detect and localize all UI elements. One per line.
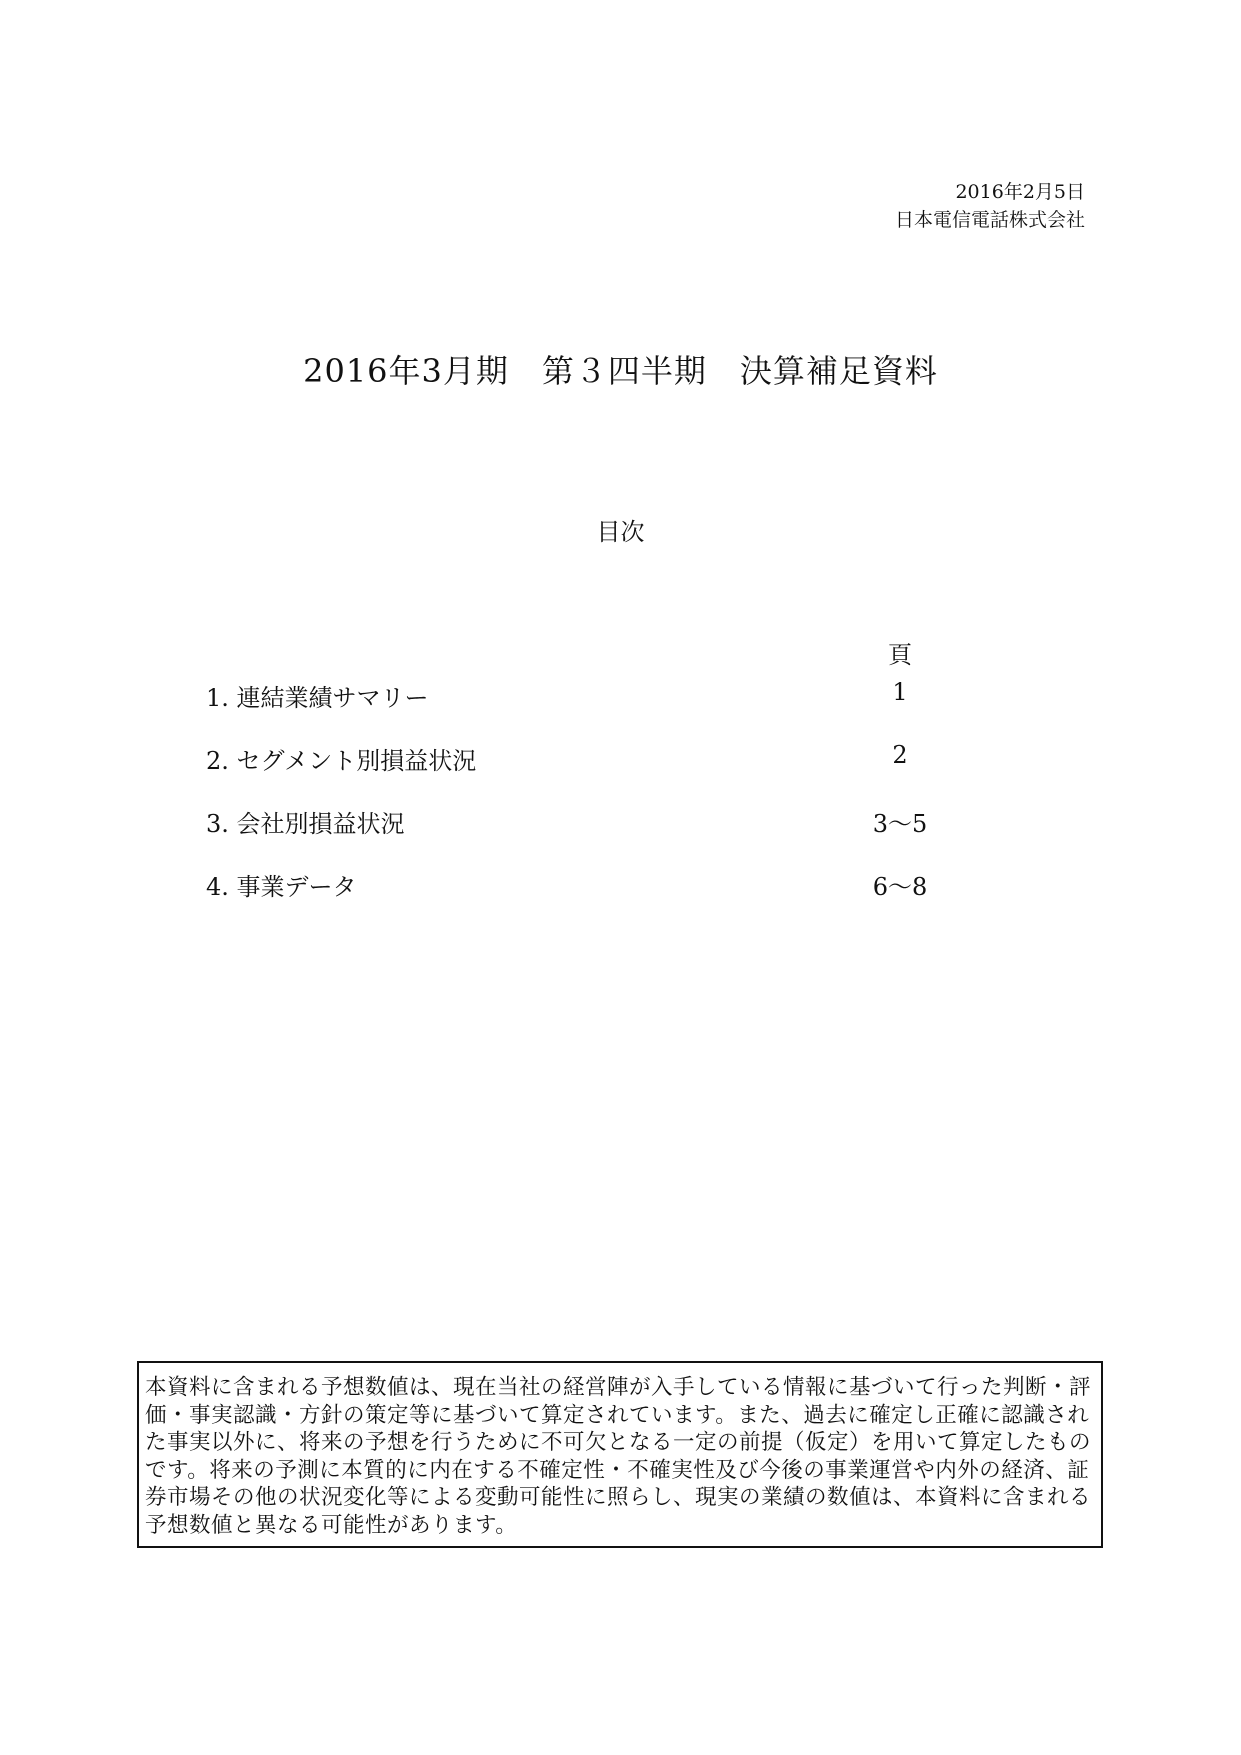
toc-item-2 — [206, 741, 966, 804]
toc-item-page: 3～5 — [872, 810, 928, 838]
toc-item-page: 2 — [892, 741, 908, 769]
toc-item-3 — [206, 804, 966, 867]
company-name: 日本電信電話株式会社 — [894, 209, 1085, 231]
toc-item-page: 6～8 — [872, 873, 928, 901]
toc-item-1 — [206, 678, 966, 741]
toc-item-label: 4. 事業データ — [206, 873, 357, 901]
disclaimer-text: 本資料に含まれる予想数値は、現在当社の経営陣が入手している情報に基づいて行った判断・評価・事実認識・方針の策定等に基づいて算定されています。また、過去に確定し正確に認識された事実以外に、将来の予想を行うために不可欠となる一定の前提（仮定）を用いて算定したものです。将来の予測に本質的に内在する不確定性・不確実性及び今後の事業運営や内外の経済、証券市場その他の状況変化等による変動可能性に照らし、現実の業績の数値は、本資料に含まれる予想数値と異なる可能性があります。 — [145, 1375, 1092, 1538]
toc-item-label: 1. 連結業績サマリー — [206, 684, 429, 712]
table-of-contents — [206, 678, 966, 930]
document-title: 2016年3月期 第３四半期 決算補足資料 — [303, 352, 938, 390]
toc-item-label: 3. 会社別損益状況 — [206, 810, 405, 838]
issue-date: 2016年2月5日 — [955, 181, 1085, 203]
disclaimer-box — [137, 1361, 1103, 1548]
document-header — [895, 178, 1085, 234]
toc-page-column-header: 頁 — [888, 641, 912, 669]
toc-item-page: 1 — [892, 678, 908, 706]
toc-item-4 — [206, 867, 966, 930]
toc-item-label: 2. セグメント別損益状況 — [206, 747, 477, 775]
toc-heading: 目次 — [596, 518, 645, 546]
